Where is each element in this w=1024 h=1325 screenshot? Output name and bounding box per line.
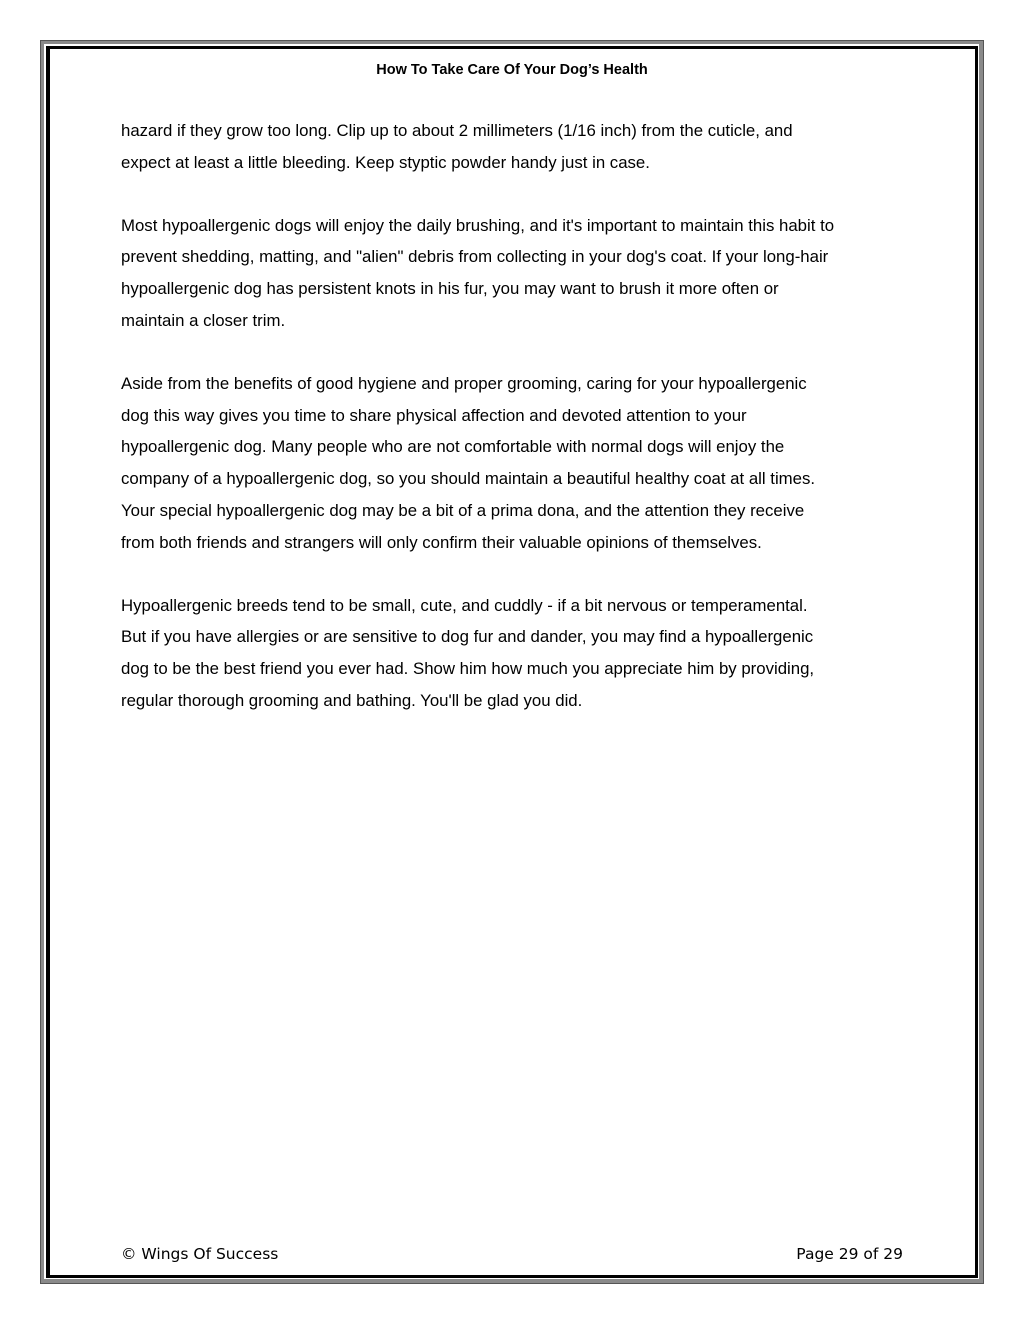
paragraph-nail-clipping: hazard if they grow too long. Clip up to about 2 millimeters (1/16 inch) from the cuticle, and expect at least a little bleeding. Keep styptic powder handy just in case. (121, 121, 793, 172)
footer-copyright: © Wings Of Success (121, 1245, 279, 1263)
running-header-title: How To Take Care Of Your Dog’s Health (376, 62, 648, 78)
paragraph-daily-brushing: Most hypoallergenic dogs will enjoy the daily brushing, and it's important to maintain this habit to prevent shedding, matting, and "alien" debris from collecting in your dog's coat. If your long-hair hypoallergenic dog has persistent knots in his fur, you may want to brush it more often or maintain a closer trim. (121, 215, 835, 330)
page-body (121, 115, 921, 748)
paragraph-conclusion: Hypoallergenic breeds tend to be small, cute, and cuddly - if a bit nervous or temperamental. But if you have allergies or are sensitive to dog fur and dander, you may find a hypoallergenic dog to be the best friend you ever had. Show him how much you appreciate him by providing, regular thorough grooming and bathing. You'll be glad you did. (121, 595, 815, 710)
paragraph-grooming-benefits: Aside from the benefits of good hygiene and proper grooming, caring for your hypoallergenic dog this way gives you time to share physical affection and devoted attention to your hypoallergenic dog. Many people who are not comfortable with normal dogs will enjoy the company of a hypoallergenic dog, so you should maintain a beautiful healthy coat at all times. Your special hypoallergenic dog may be a bit of a prima dona, and the attention they receive from both friends and strangers will only confirm their valuable opinions of themselves. (121, 373, 816, 552)
footer-page-number: Page 29 of 29 (796, 1245, 903, 1263)
